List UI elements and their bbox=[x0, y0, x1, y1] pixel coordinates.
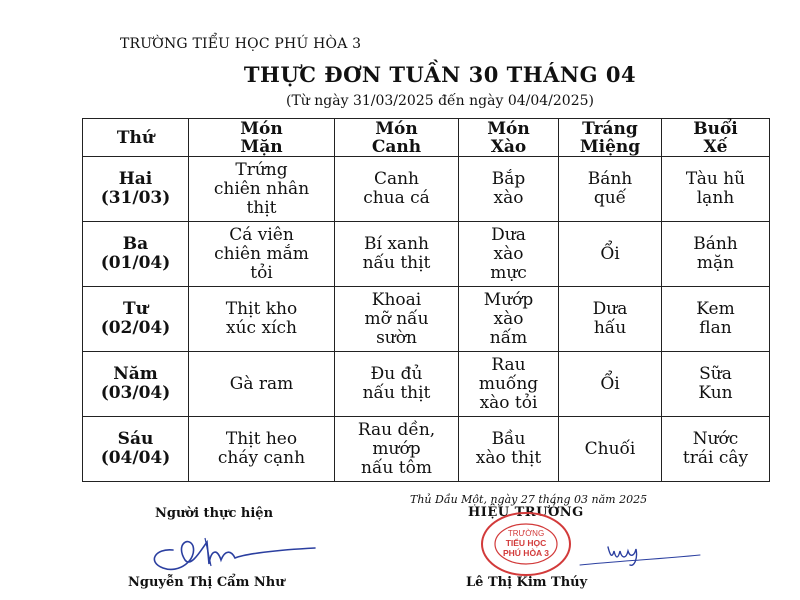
cell-soup: Đu đủ nấu thịt bbox=[335, 352, 459, 417]
cell-day: Tư (02/04) bbox=[83, 287, 189, 352]
cell-main-dish: Trứng chiên nhân thịt bbox=[189, 157, 335, 222]
cell-soup: Rau dền, mướp nấu tôm bbox=[335, 417, 459, 482]
col-header-soup: Món Canh bbox=[335, 119, 459, 157]
col-header-dessert: Tráng Miệng bbox=[559, 119, 662, 157]
cell-soup: Khoai mỡ nấu sườn bbox=[335, 287, 459, 352]
header-row bbox=[83, 119, 770, 157]
cell-day: Năm (03/04) bbox=[83, 352, 189, 417]
svg-text:TIỂU HỌC: TIỂU HỌC bbox=[505, 538, 547, 548]
cell-snack: Bánh mặn bbox=[662, 222, 770, 287]
cell-stir-fry: Dưa xào mực bbox=[459, 222, 559, 287]
cell-stir-fry: Bầu xào thịt bbox=[459, 417, 559, 482]
col-header-snack: Buổi Xế bbox=[662, 119, 770, 157]
principal-signature bbox=[560, 525, 710, 575]
place-date: Thủ Dầu Một, ngày 27 tháng 03 năm 2025 bbox=[410, 493, 648, 506]
cell-day: Ba (01/04) bbox=[83, 222, 189, 287]
cell-main-dish: Thịt kho xúc xích bbox=[189, 287, 335, 352]
cell-main-dish: Cá viên chiên mắm tỏi bbox=[189, 222, 335, 287]
cell-stir-fry: Rau muống xào tỏi bbox=[459, 352, 559, 417]
svg-text:TRƯỜNG: TRƯỜNG bbox=[507, 529, 545, 538]
cell-stir-fry: Bắp xào bbox=[459, 157, 559, 222]
preparer-signature bbox=[145, 520, 325, 575]
principal-title: HIỆU TRƯỞNG bbox=[468, 505, 584, 520]
cell-dessert: Chuối bbox=[559, 417, 662, 482]
cell-dessert: Ổi bbox=[559, 222, 662, 287]
page-title: THỰC ĐƠN TUẦN 30 THÁNG 04 bbox=[243, 62, 637, 87]
table-row bbox=[83, 287, 770, 352]
menu-body bbox=[83, 157, 770, 482]
table-row bbox=[83, 352, 770, 417]
svg-text:PHÚ HÒA 3: PHÚ HÒA 3 bbox=[503, 548, 549, 558]
principal-name: Lê Thị Kim Thúy bbox=[466, 575, 588, 590]
preparer-title: Người thực hiện bbox=[155, 506, 274, 521]
cell-snack: Sữa Kun bbox=[662, 352, 770, 417]
cell-soup: Canh chua cá bbox=[335, 157, 459, 222]
cell-dessert: Dưa hấu bbox=[559, 287, 662, 352]
table-row bbox=[83, 222, 770, 287]
cell-main-dish: Thịt heo cháy cạnh bbox=[189, 417, 335, 482]
cell-snack: Tàu hũ lạnh bbox=[662, 157, 770, 222]
cell-main-dish: Gà ram bbox=[189, 352, 335, 417]
cell-snack: Kem flan bbox=[662, 287, 770, 352]
cell-dessert: Bánh quế bbox=[559, 157, 662, 222]
school-name: TRƯỜNG TIỂU HỌC PHÚ HÒA 3 bbox=[120, 36, 362, 52]
cell-day: Hai (31/03) bbox=[83, 157, 189, 222]
date-range: (Từ ngày 31/03/2025 đến ngày 04/04/2025) bbox=[286, 93, 594, 109]
preparer-name: Nguyễn Thị Cẩm Như bbox=[128, 575, 285, 590]
cell-stir-fry: Mướp xào nấm bbox=[459, 287, 559, 352]
col-header-main-dish: Món Mặn bbox=[189, 119, 335, 157]
table-row bbox=[83, 157, 770, 222]
cell-snack: Nước trái cây bbox=[662, 417, 770, 482]
table-row bbox=[83, 417, 770, 482]
col-header-day: Thứ bbox=[83, 119, 189, 157]
cell-soup: Bí xanh nấu thịt bbox=[335, 222, 459, 287]
cell-dessert: Ổi bbox=[559, 352, 662, 417]
cell-day: Sáu (04/04) bbox=[83, 417, 189, 482]
menu-table bbox=[82, 118, 770, 482]
col-header-stir-fry: Món Xào bbox=[459, 119, 559, 157]
